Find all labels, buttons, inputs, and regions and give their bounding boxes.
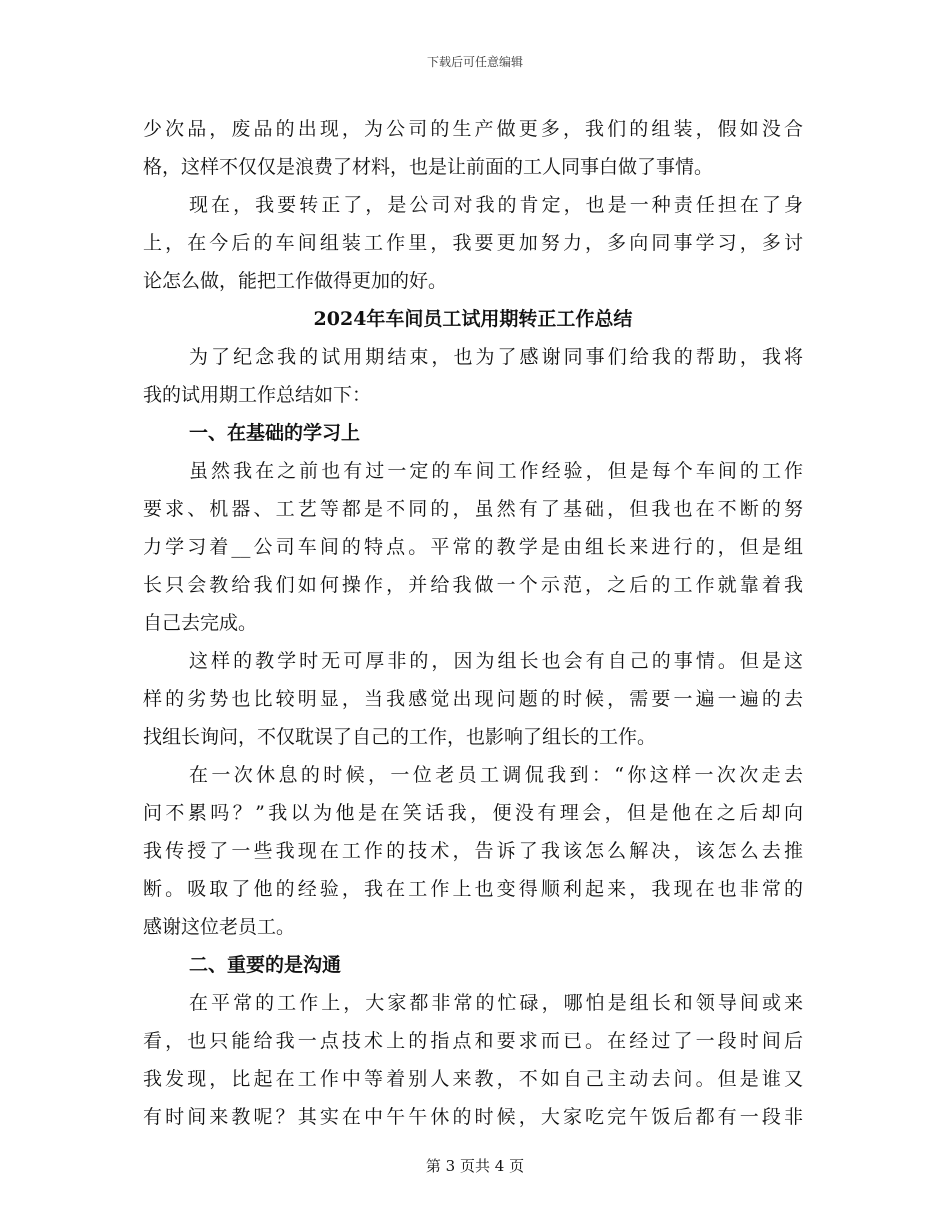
page-number: 第 3 页共 4 页	[425, 1157, 525, 1175]
paragraph-line: 找组长询问，不仅耽误了自己的工作，也影响了组长的工作。	[143, 726, 657, 748]
paragraph-line: 看，也只能给我一点技术上的指点和要求而已。在经过了一段时间后	[143, 1030, 803, 1052]
paragraph-line: 在平常的工作上，大家都非常的忙碌，哪怕是组长和领导间或来	[189, 992, 803, 1014]
paragraph-line: 为了纪念我的试用期结束，也为了感谢同事们给我的帮助，我将	[189, 346, 803, 368]
paragraph-line: 长只会教给我们如何操作，并给我做一个示范，之后的工作就靠着我	[143, 574, 803, 596]
document-body	[143, 110, 803, 1136]
paragraph-line: 问不累吗？”我以为他是在笑话我，便没有理会，但是他在之后却向	[143, 802, 803, 824]
paragraph-line: 样的劣势也比较明显，当我感觉出现问题的时候，需要一遍一遍的去	[143, 688, 803, 710]
subheading: 二、重要的是沟通	[189, 954, 342, 976]
paragraph-line: 自己去完成。	[143, 612, 258, 634]
paragraph-line: 现在，我要转正了，是公司对我的肯定，也是一种责任担在了身	[189, 194, 803, 216]
paragraph-line: 上，在今后的车间组装工作里，我要更加努力，多向同事学习，多讨	[143, 232, 803, 254]
paragraph-line: 要求、机器、工艺等都是不同的，虽然有了基础，但我也在不断的努	[143, 498, 803, 520]
paragraph-line: 我发现，比起在工作中等着别人来教，不如自己主动去问。但是谁又	[143, 1068, 803, 1090]
paragraph-line: 在一次休息的时候，一位老员工调侃我到：“你这样一次次走去	[189, 764, 803, 786]
paragraph-line: 力学习着__公司车间的特点。平常的教学是由组长来进行的，但是组	[143, 536, 803, 558]
paragraph-line: 格，这样不仅仅是浪费了材料，也是让前面的工人同事白做了事情。	[143, 156, 714, 178]
subheading: 一、在基础的学习上	[189, 422, 361, 444]
paragraph-line: 断。吸取了他的经验，我在工作上也变得顺利起来，我现在也非常的	[143, 878, 803, 900]
paragraph-line: 我传授了一些我现在工作的技术，告诉了我该怎么解决，该怎么去推	[143, 840, 803, 862]
paragraph-line: 论怎么做，能把工作做得更加的好。	[143, 270, 448, 292]
paragraph-line: 虽然我在之前也有过一定的车间工作经验，但是每个车间的工作	[189, 460, 803, 482]
paragraph-line: 感谢这位老员工。	[143, 916, 296, 938]
paragraph-line: 有时间来教呢？其实在中午午休的时候，大家吃完午饭后都有一段非	[143, 1106, 803, 1128]
page-header: 下载后可任意编辑	[426, 55, 523, 69]
paragraph-line: 少次品，废品的出现，为公司的生产做更多，我们的组装，假如没合	[143, 118, 803, 140]
paragraph-line: 我的试用期工作总结如下：	[143, 384, 372, 406]
section-title: 2024年车间员工试用期转正工作总结	[313, 308, 633, 330]
paragraph-line: 这样的教学时无可厚非的，因为组长也会有自己的事情。但是这	[189, 650, 803, 672]
